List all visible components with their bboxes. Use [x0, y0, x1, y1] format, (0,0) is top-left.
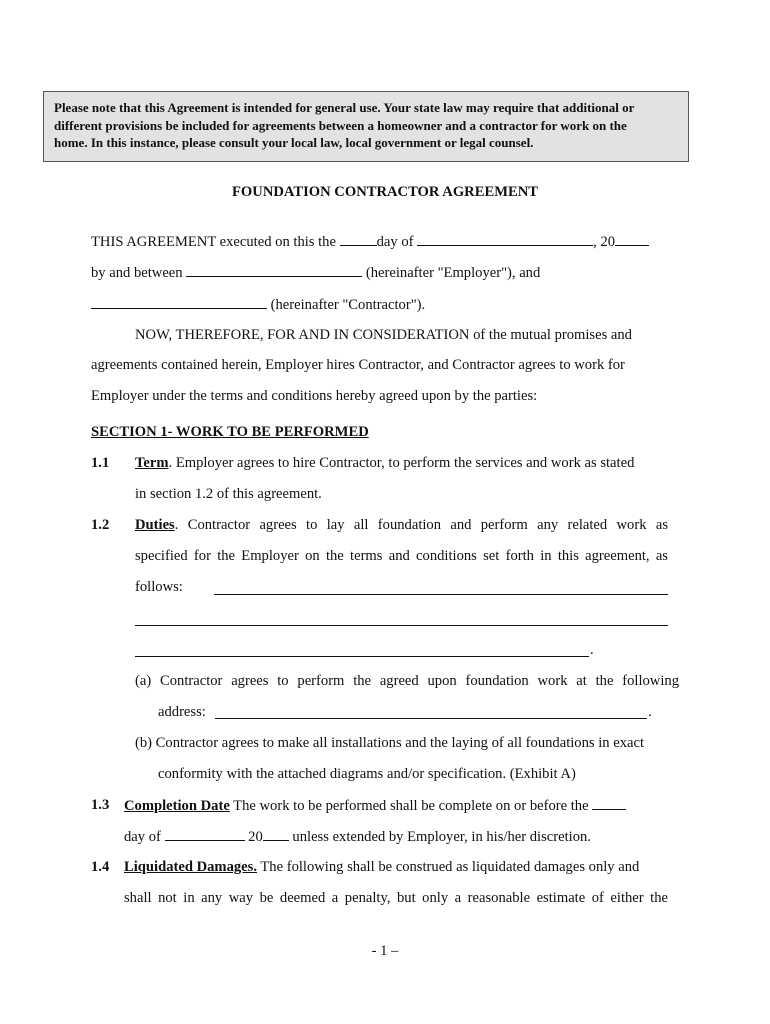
document-title: FOUNDATION CONTRACTOR AGREEMENT	[232, 184, 538, 200]
clause-1-1-cont: in section 1.2 of this agreement.	[135, 486, 322, 502]
completion-year-blank[interactable]	[263, 827, 289, 841]
general-use-notice	[43, 91, 689, 162]
clause-1-2-number: 1.2	[91, 517, 110, 533]
recital-line-2: agreements contained herein, Employer hires Contractor, and Contractor agrees to work for	[91, 357, 625, 373]
duties-blank-1[interactable]	[214, 594, 668, 595]
recital-line-3: Employer under the terms and conditions hereby agreed upon by the parties:	[91, 388, 538, 404]
completion-month-blank[interactable]	[165, 827, 245, 841]
clause-1-4-cont: shall not in any way be deemed a penalty, but only a reasonable estimate of either the	[124, 890, 668, 906]
day-blank[interactable]	[340, 232, 377, 246]
clause-b: (b) Contractor agrees to make all installations and the laying of all foundations in exact	[135, 735, 645, 751]
clause-1-2: Duties. Contractor agrees to lay all foundation and perform any related work as	[135, 517, 668, 533]
duties-blank-3[interactable]	[135, 656, 589, 657]
page-number: - 1 –	[371, 943, 399, 959]
employer-name-blank[interactable]	[186, 263, 362, 277]
address-blank[interactable]	[215, 718, 647, 719]
completion-date-label: Completion Date	[124, 798, 230, 814]
contractor-line: (hereinafter "Contractor").	[91, 295, 425, 314]
contractor-name-blank[interactable]	[91, 295, 267, 309]
follows-label: follows:	[135, 579, 183, 595]
address-period: .	[648, 704, 652, 720]
completion-day-blank[interactable]	[592, 796, 626, 810]
duties-label: Duties	[135, 517, 175, 533]
clause-1-3-number: 1.3	[91, 797, 110, 813]
month-blank[interactable]	[417, 232, 593, 246]
address-label: address:	[158, 704, 206, 720]
recital-line-1: NOW, THEREFORE, FOR AND IN CONSIDERATION of the mutual promises and	[135, 327, 632, 343]
clause-b-cont: conformity with the attached diagrams and/or specification. (Exhibit A)	[158, 766, 576, 782]
clause-a: (a) Contractor agrees to perform the agreed upon foundation work at the following	[135, 673, 679, 689]
duties-blank-2[interactable]	[135, 625, 668, 626]
liquidated-damages-label: Liquidated Damages.	[124, 859, 257, 875]
clause-1-4: Liquidated Damages. The following shall be construed as liquidated damages only and	[124, 859, 640, 875]
notice-line-3: home. In this instance, please consult your local law, local government or legal counsel.	[54, 135, 534, 150]
executed-line: THIS AGREEMENT executed on this the day of , 20	[91, 232, 649, 251]
notice-line-1: Please note that this Agreement is intended for general use. Your state law may require that additional or	[54, 100, 635, 115]
clause-1-3: Completion Date The work to be performed shall be complete on or before the	[124, 796, 626, 815]
year-blank[interactable]	[615, 232, 649, 246]
clause-1-4-number: 1.4	[91, 859, 110, 875]
term-label: Term	[135, 455, 169, 471]
section-1-heading: SECTION 1- WORK TO BE PERFORMED	[91, 424, 369, 440]
clause-1-3-cont: day of 20 unless extended by Employer, in his/her discretion.	[124, 829, 591, 845]
clause-1-1-number: 1.1	[91, 455, 110, 471]
notice-line-2: different provisions be included for agreements between a homeowner and a contractor for work on the	[54, 117, 627, 133]
clause-1-2-cont: specified for the Employer on the terms and conditions set forth in this agreement, as	[135, 548, 668, 564]
clause-1-1: Term. Employer agrees to hire Contractor, to perform the services and work as stated	[135, 455, 635, 471]
employer-line: by and between (hereinafter "Employer"), and	[91, 265, 541, 281]
duties-period: .	[590, 642, 594, 658]
